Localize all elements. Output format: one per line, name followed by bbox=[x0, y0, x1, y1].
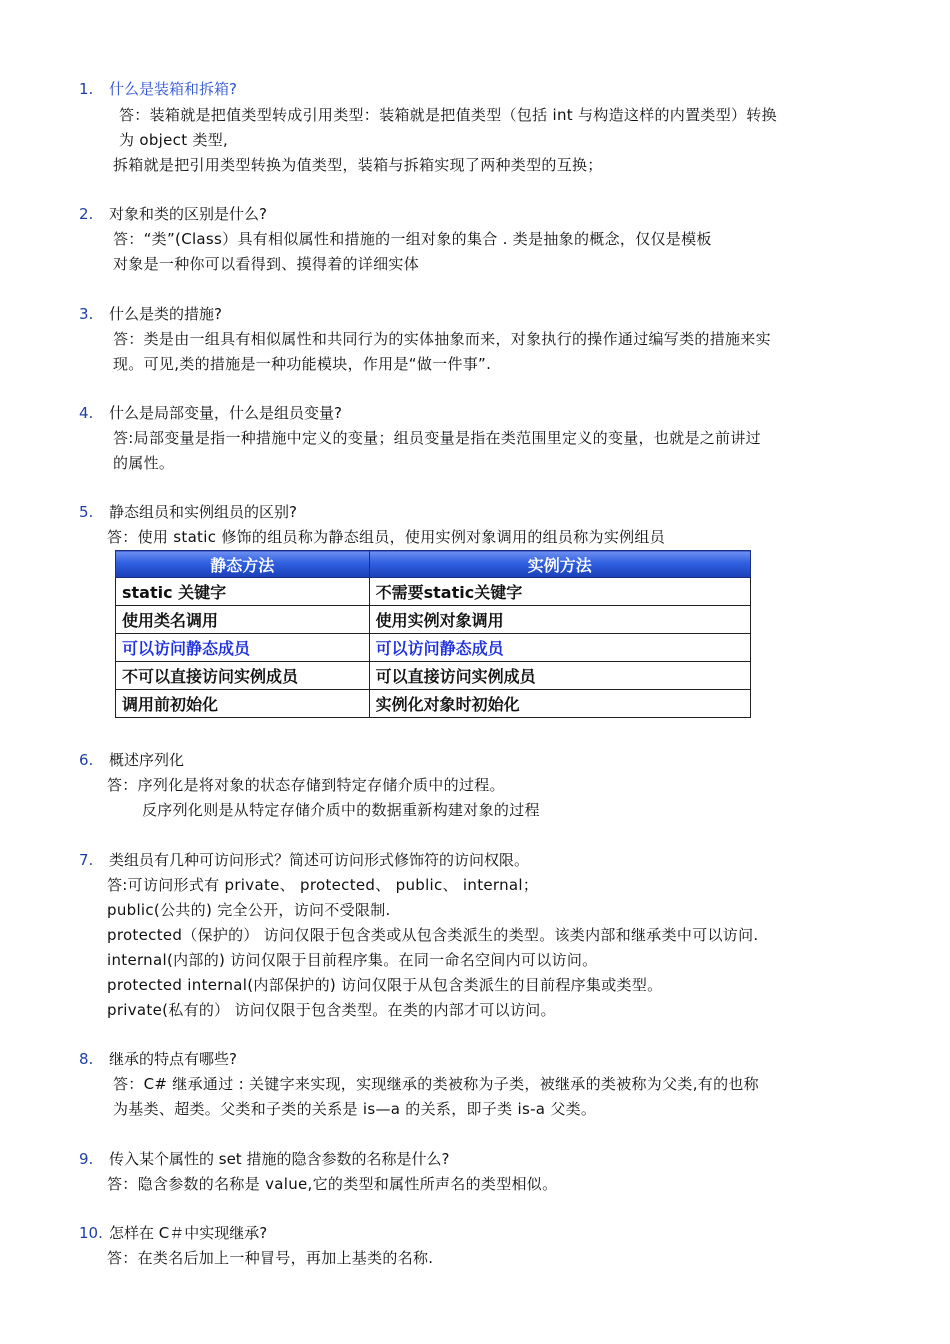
table-cell: 不可以直接访问实例成员 bbox=[116, 662, 370, 690]
question-title: 继承的特点有哪些? bbox=[109, 1050, 237, 1068]
table-header-instance: 实例方法 bbox=[369, 551, 750, 578]
question-title: 什么是装箱和拆箱? bbox=[109, 80, 237, 98]
question-10 bbox=[79, 1223, 267, 1243]
question-title: 概述序列化 bbox=[109, 751, 185, 769]
table-cell: 可以直接访问实例成员 bbox=[369, 662, 750, 690]
question-number: 9. bbox=[79, 1150, 94, 1168]
table-cell-highlight: 可以访问静态成员 bbox=[116, 634, 370, 662]
answer-line: 为基类、超类。父类和子类的关系是 is—a 的关系，即子类 is-a 父类。 bbox=[113, 1100, 597, 1118]
answer-line: internal(内部的) 访问仅限于目前程序集。在同一命名空间内可以访问。 bbox=[107, 951, 598, 969]
question-title: 什么是类的措施? bbox=[109, 305, 222, 323]
question-title: 类组员有几种可访问形式？简述可访问形式修饰符的访问权限。 bbox=[109, 851, 530, 869]
question-3 bbox=[79, 304, 222, 324]
answer-line: 反序列化则是从特定存储介质中的数据重新构建对象的过程 bbox=[142, 801, 540, 819]
question-title: 对象和类的区别是什么? bbox=[109, 205, 267, 223]
table-cell-highlight: 可以访问静态成员 bbox=[369, 634, 750, 662]
static-vs-instance-table bbox=[115, 550, 751, 718]
question-6 bbox=[79, 750, 184, 770]
question-title: 静态组员和实例组员的区别? bbox=[109, 503, 297, 521]
question-number: 5. bbox=[79, 503, 94, 521]
table-header-row bbox=[116, 551, 751, 578]
answer-line: 拆箱就是把引用类型转换为值类型，装箱与拆箱实现了两种类型的互换； bbox=[113, 156, 603, 174]
question-number: 7. bbox=[79, 851, 94, 869]
question-2 bbox=[79, 204, 267, 224]
answer-line: 对象是一种你可以看得到、摸得着的详细实体 bbox=[113, 255, 420, 273]
answer-line: 答:局部变量是指一种措施中定义的变量；组员变量是指在类范围里定义的变量，也就是之前讲过 bbox=[113, 429, 761, 447]
answer-line: 答：C# 继承通过 : 关键字来实现，实现继承的类被称为子类，被继承的类被称为父类,有的也称 bbox=[113, 1075, 759, 1093]
answer-line: 答:可访问形式有 private、 protected、 public、 internal； bbox=[107, 876, 539, 894]
question-number: 1. bbox=[79, 80, 94, 98]
question-number: 6. bbox=[79, 751, 94, 769]
answer-line: 答：“类”(Class）具有相似属性和措施的一组对象的集合 . 类是抽象的概念，仅仅是模板 bbox=[113, 230, 712, 248]
table-cell: static 关键字 bbox=[116, 578, 370, 606]
answer-line: 为 object 类型, bbox=[119, 131, 229, 149]
answer-line: 的属性。 bbox=[113, 454, 175, 472]
table-cell: 调用前初始化 bbox=[116, 690, 370, 718]
answer-line: protected（保护的） 访问仅限于包含类或从包含类派生的类型。该类内部和继承类中可以访问. bbox=[107, 926, 759, 944]
table-cell: 不需要static关键字 bbox=[369, 578, 750, 606]
question-title: 怎样在 C＃中实现继承? bbox=[109, 1224, 268, 1242]
answer-line: private(私有的） 访问仅限于包含类型。在类的内部才可以访问。 bbox=[107, 1001, 556, 1019]
question-number: 3. bbox=[79, 305, 94, 323]
question-1 bbox=[79, 79, 237, 99]
question-number: 8. bbox=[79, 1050, 94, 1068]
table-row bbox=[116, 606, 751, 634]
question-7 bbox=[79, 850, 529, 870]
table-row bbox=[116, 662, 751, 690]
question-4 bbox=[79, 403, 342, 423]
table-header-static: 静态方法 bbox=[116, 551, 370, 578]
question-number: 4. bbox=[79, 404, 94, 422]
answer-line: public(公共的) 完全公开，访问不受限制. bbox=[107, 901, 391, 919]
question-title: 什么是局部变量，什么是组员变量? bbox=[109, 404, 342, 422]
question-number: 10. bbox=[79, 1224, 103, 1242]
answer-line: 答：装箱就是把值类型转成引用类型：装箱就是把值类型（包括 int 与构造这样的内置类型）转换 bbox=[119, 106, 777, 124]
answer-line: protected internal(内部保护的) 访问仅限于从包含类派生的目前程序集或类型。 bbox=[107, 976, 663, 994]
answer-line: 答：类是由一组具有相似属性和共同行为的实体抽象而来，对象执行的操作通过编写类的措施来实 bbox=[113, 330, 771, 348]
answer-line: 现。可见,类的措施是一种功能模块，作用是“做一件事”. bbox=[113, 355, 492, 373]
table-cell: 使用实例对象调用 bbox=[369, 606, 750, 634]
question-5 bbox=[79, 502, 297, 522]
answer-line: 答：隐含参数的名称是 value,它的类型和属性所声名的类型相似。 bbox=[107, 1175, 558, 1193]
table-row bbox=[116, 634, 751, 662]
table-cell: 实例化对象时初始化 bbox=[369, 690, 750, 718]
answer-line: 答：使用 static 修饰的组员称为静态组员，使用实例对象调用的组员称为实例组员 bbox=[107, 528, 666, 546]
question-9 bbox=[79, 1149, 449, 1169]
table-row bbox=[116, 690, 751, 718]
question-title: 传入某个属性的 set 措施的隐含参数的名称是什么? bbox=[109, 1150, 450, 1168]
question-8 bbox=[79, 1049, 237, 1069]
table-row bbox=[116, 578, 751, 606]
question-number: 2. bbox=[79, 205, 94, 223]
answer-line: 答：序列化是将对象的状态存储到特定存储介质中的过程。 bbox=[107, 776, 505, 794]
table-cell: 使用类名调用 bbox=[116, 606, 370, 634]
answer-line: 答：在类名后加上一种冒号，再加上基类的名称. bbox=[107, 1249, 434, 1267]
